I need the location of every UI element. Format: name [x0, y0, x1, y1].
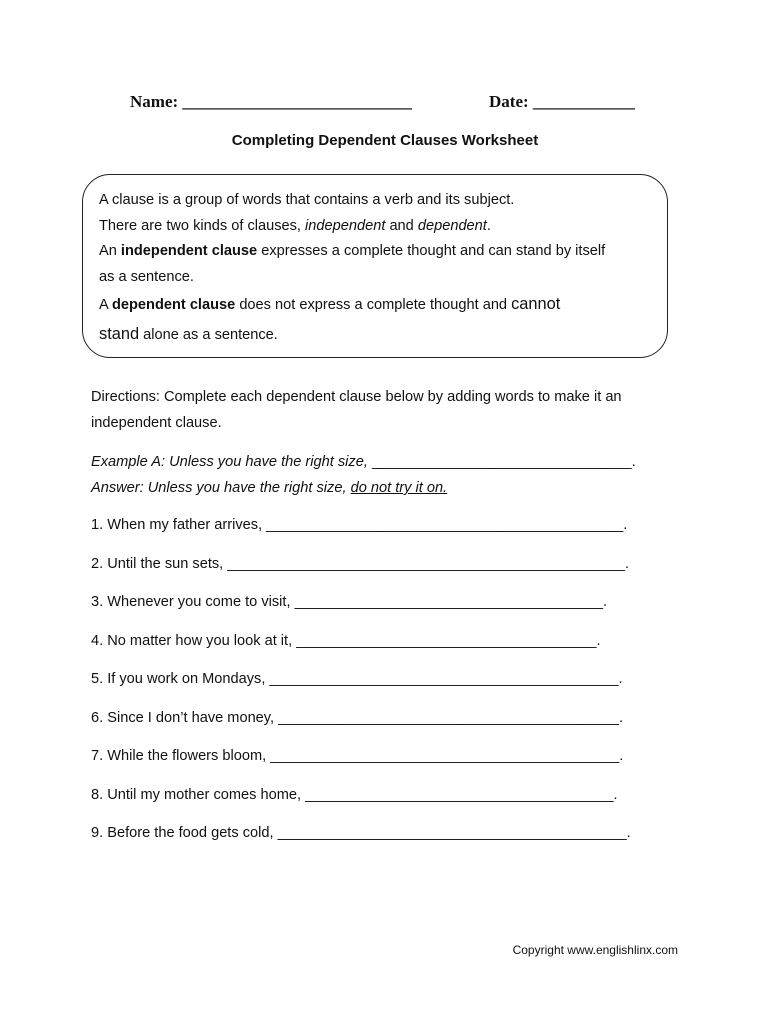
- definition-text: expresses a complete thought and can stand by itself: [257, 243, 606, 259]
- question-item[interactable]: 5. If you work on Mondays, ___________________________________________.: [91, 671, 623, 687]
- term-independent-clause: independent clause: [120, 243, 258, 259]
- definition-line: [99, 320, 667, 350]
- definition-text: stand: [99, 325, 140, 343]
- answer-text: Answer: Unless you have the right size,: [91, 480, 351, 496]
- definition-text: A: [99, 297, 112, 313]
- example-blank: ________________________________.: [371, 454, 636, 470]
- question-item[interactable]: 2. Until the sun sets, _________________________________________________.: [91, 555, 630, 572]
- answer-fill: do not try it on.: [350, 480, 448, 496]
- definition-text: cannot: [511, 295, 561, 313]
- definition-text: alone as a sentence.: [139, 327, 278, 343]
- date-field[interactable]: Date: ____________: [489, 92, 635, 111]
- question-item[interactable]: 6. Since I don’t have money, __________________________________________.: [91, 709, 624, 726]
- definition-line: [99, 188, 667, 214]
- question-item[interactable]: 7. While the flowers bloom, ___________________________________________.: [91, 748, 624, 764]
- question-item[interactable]: 4. No matter how you look at it, _____________________________________.: [91, 632, 601, 649]
- question-item[interactable]: 3. Whenever you come to visit, ______________________________________.: [91, 594, 608, 610]
- copyright-footer: Copyright www.englishlinx.com: [512, 943, 678, 957]
- definition-line: [99, 290, 667, 320]
- definition-text: There are two kinds of clauses,: [99, 217, 306, 234]
- term-dependent: dependent: [417, 217, 487, 234]
- term-independent: independent: [305, 217, 386, 234]
- definition-text: as a sentence.: [99, 268, 194, 285]
- definition-text: .: [486, 217, 491, 234]
- definition-line: [99, 214, 667, 240]
- question-item[interactable]: 1. When my father arrives, ____________________________________________.: [91, 517, 628, 533]
- definition-line: [99, 239, 667, 265]
- definition-text: does not express a complete thought and: [235, 297, 512, 313]
- definition-text: An: [99, 243, 121, 259]
- question-list: [91, 513, 631, 860]
- example-block: [91, 449, 636, 501]
- example-text: Example A: Unless you have the right size,: [91, 454, 372, 470]
- question-item[interactable]: 8. Until my mother comes home, ______________________________________.: [91, 786, 618, 803]
- example-answer: [91, 475, 636, 501]
- question-item[interactable]: 9. Before the food gets cold, ___________________________________________.: [91, 825, 631, 841]
- definition-text: and: [385, 217, 418, 234]
- definition-text: A clause is a group of words that contains a verb and its subject.: [99, 192, 515, 208]
- example-prompt: [91, 449, 636, 475]
- worksheet-title: Completing Dependent Clauses Worksheet: [231, 132, 539, 149]
- definition-line: [99, 265, 667, 291]
- directions-text: Directions: Complete each dependent clause below by adding words to make it an independent clause.: [91, 389, 622, 431]
- name-field[interactable]: Name: ___________________________: [130, 92, 412, 111]
- definition-box: [82, 174, 668, 358]
- term-dependent-clause: dependent clause: [111, 297, 236, 313]
